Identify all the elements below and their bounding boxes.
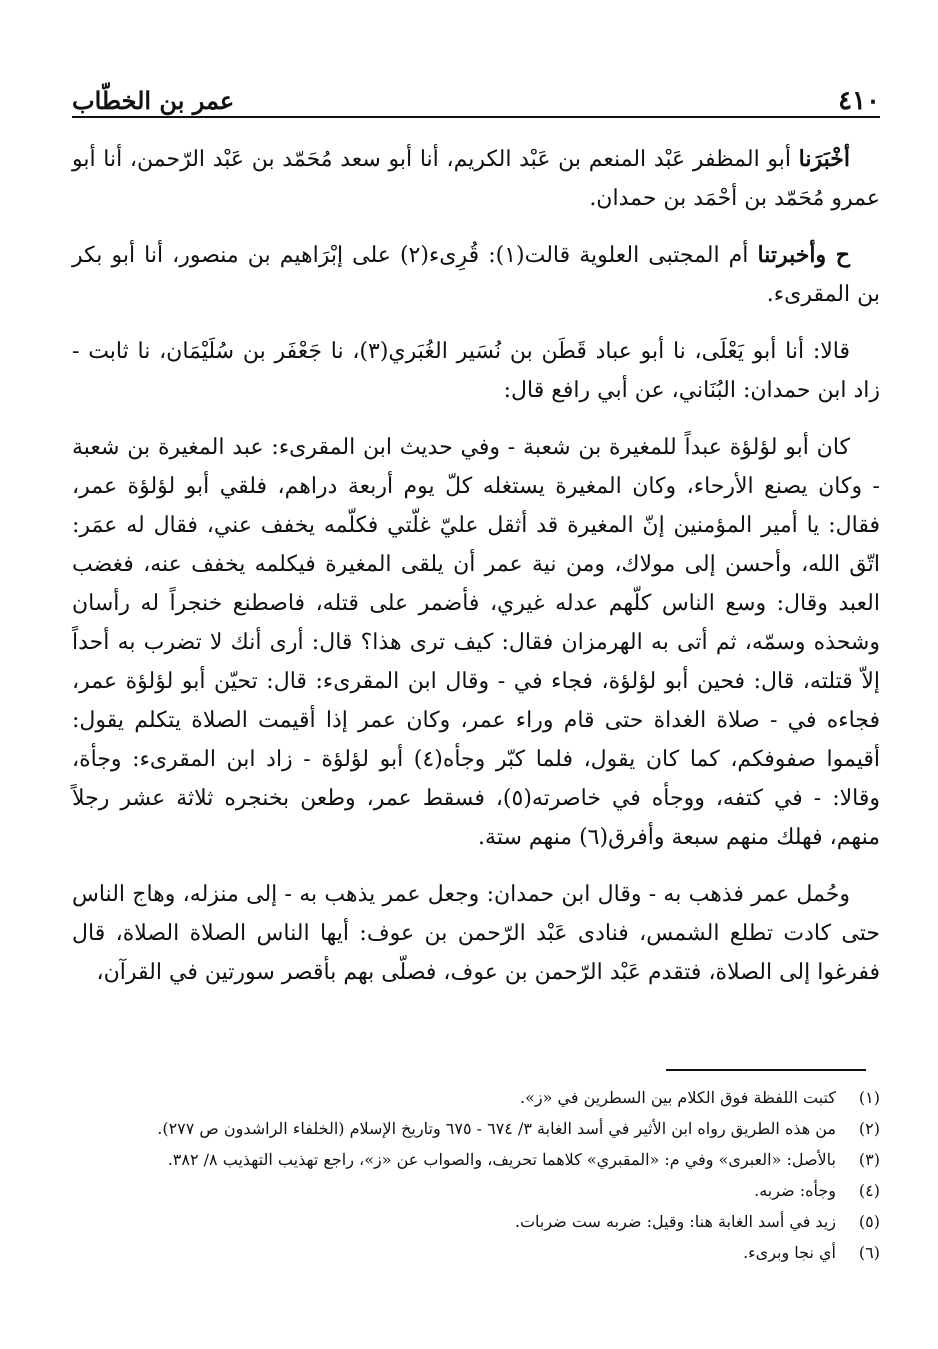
paragraph-text: أم المجتبى العلوية قالت(١): قُرِىء(٢) على إبْرَاهيم بن منصور، أنا أبو بكر بن المقرىء. xyxy=(72,243,880,307)
footnote-text: وجأه: ضربه. xyxy=(754,1181,836,1200)
footnote-divider xyxy=(666,1069,866,1071)
footnote-item xyxy=(72,1237,880,1268)
page-number: ٤١٠ xyxy=(838,86,880,116)
footnotes xyxy=(72,1082,880,1268)
footnote-text: زيد في أسد الغابة هنا: وقيل: ضربه ست ضربات. xyxy=(514,1212,836,1231)
footnote-item xyxy=(72,1082,880,1113)
paragraph-narrative-1 xyxy=(72,428,880,857)
paragraph-text: أبو المظفر عَبْد المنعم بن عَبْد الكريم، أنا أبو سعد مُحَمّد بن عَبْد الرّحمن، أنا أبو عمرو مُحَمّد بن أحْمَد بن حمدان. xyxy=(72,147,880,211)
paragraph-lead: أخْبَرَنا xyxy=(798,146,850,172)
footnote-number: (٤) xyxy=(858,1181,880,1200)
footnote-item xyxy=(72,1206,880,1237)
footnote-text: من هذه الطريق رواه ابن الأثير في أسد الغابة ٣/ ٦٧٤ - ٦٧٥ وتاريخ الإسلام (الخلفاء الراشدون ص ٢٧٧). xyxy=(157,1119,836,1138)
footnote-text: بالأصل: «العبرى» وفي م: «المقبري» كلاهما تحريف، والصواب عن «ز»، راجع تهذيب التهذيب ٨/ ٣٨٢. xyxy=(167,1150,836,1169)
paragraph-isnad-2 xyxy=(72,236,880,314)
paragraph-isnad-3 xyxy=(72,332,880,410)
paragraph-lead: ح وأخبرتنا xyxy=(757,242,850,268)
footnote-text: كتبت اللفظة فوق الكلام بين السطرين في «ز». xyxy=(520,1088,836,1107)
paragraph-narrative-2 xyxy=(72,875,880,992)
footnote-number: (٢) xyxy=(858,1119,880,1138)
footnote-item xyxy=(72,1175,880,1206)
paragraph-isnad-1 xyxy=(72,140,880,218)
footnote-number: (٥) xyxy=(858,1212,880,1231)
paragraph-text: وحُمل عمر فذهب به - وقال ابن حمدان: وجعل عمر يذهب به - إلى منزله، وهاج الناس حتى كادت تطلع الشمس، فنادى عَبْد الرّحمن بن عوف: أيها الناس الصلاة الصلاة، قال ففرغوا إلى الصلاة، فتقدم عَبْد الرّحمن بن عوف، فصلّى بهم بأقصر سورتين في القرآن، xyxy=(72,882,880,985)
footnote-text: أي نجا وبرىء. xyxy=(743,1243,836,1262)
footnote-number: (١) xyxy=(858,1088,880,1107)
paragraph-text: كان أبو لؤلؤة عبداً للمغيرة بن شعبة - وفي حديث ابن المقرىء: عبد المغيرة بن شعبة - وكان يصنع الأرحاء، وكان المغيرة يستغله كلّ يوم أربعة دراهم، فلقي أبو لؤلؤة عمر، فقال: يا أمير المؤمنين إنّ المغيرة قد أثقل عليّ غلّتي فكلّمه يخفف عني، فقال له عمَر: اتّق الله، وأحسن إلى مولاك، ومن نية عمر أن يلقى المغيرة فيكلمه يخفف عنه، فغضب العبد وقال: وسع الناس كلّهم عدله غيري، فأضمر على قتله، فاصطنع خنجراً له رأسان وشحذه وسمّه، ثم أتى به الهرمزان فقال: كيف ترى هذا؟ قال: أرى أنك لا تضرب به أحداً إلاّ قتلته، قال: فحين أبو لؤلؤة، فجاء في - وقال ابن المقرىء: قال: تحيّن أبو لؤلؤة عمر، فجاءه في - صلاة الغداة حتى قام وراء عمر، وكان عمر إذا أقيمت الصلاة يتكلم يقول: أقيموا صفوفكم، كما كان يقول، فلما كبّر وجأه(٤) أبو لؤلؤة - زاد ابن المقرىء: وجأة، وقالا: - في كتفه، ووجأه في خاصرته(٥)، فسقط عمر، وطعن بخنجره ثلاثة عشر رجلاً منهم، فهلك منهم سبعة وأفرق(٦) منهم ستة. xyxy=(72,435,880,850)
footnote-number: (٦) xyxy=(858,1243,880,1262)
running-title: عمر بن الخطّاب xyxy=(72,86,235,115)
footnote-number: (٣) xyxy=(858,1150,880,1169)
footnote-item xyxy=(72,1144,880,1175)
paragraph-text: قالا: أنا أبو يَعْلَى، نا أبو عباد قَطَن بن نُسَير الغُبَري(٣)، نا جَعْفَر بن سُلَيْمَان، نا ثابت - زاد ابن حمدان: البُنَاني، عن أبي رافع قال: xyxy=(72,339,880,403)
page-header xyxy=(72,82,880,118)
footnote-item xyxy=(72,1113,880,1144)
main-text xyxy=(72,140,880,1010)
